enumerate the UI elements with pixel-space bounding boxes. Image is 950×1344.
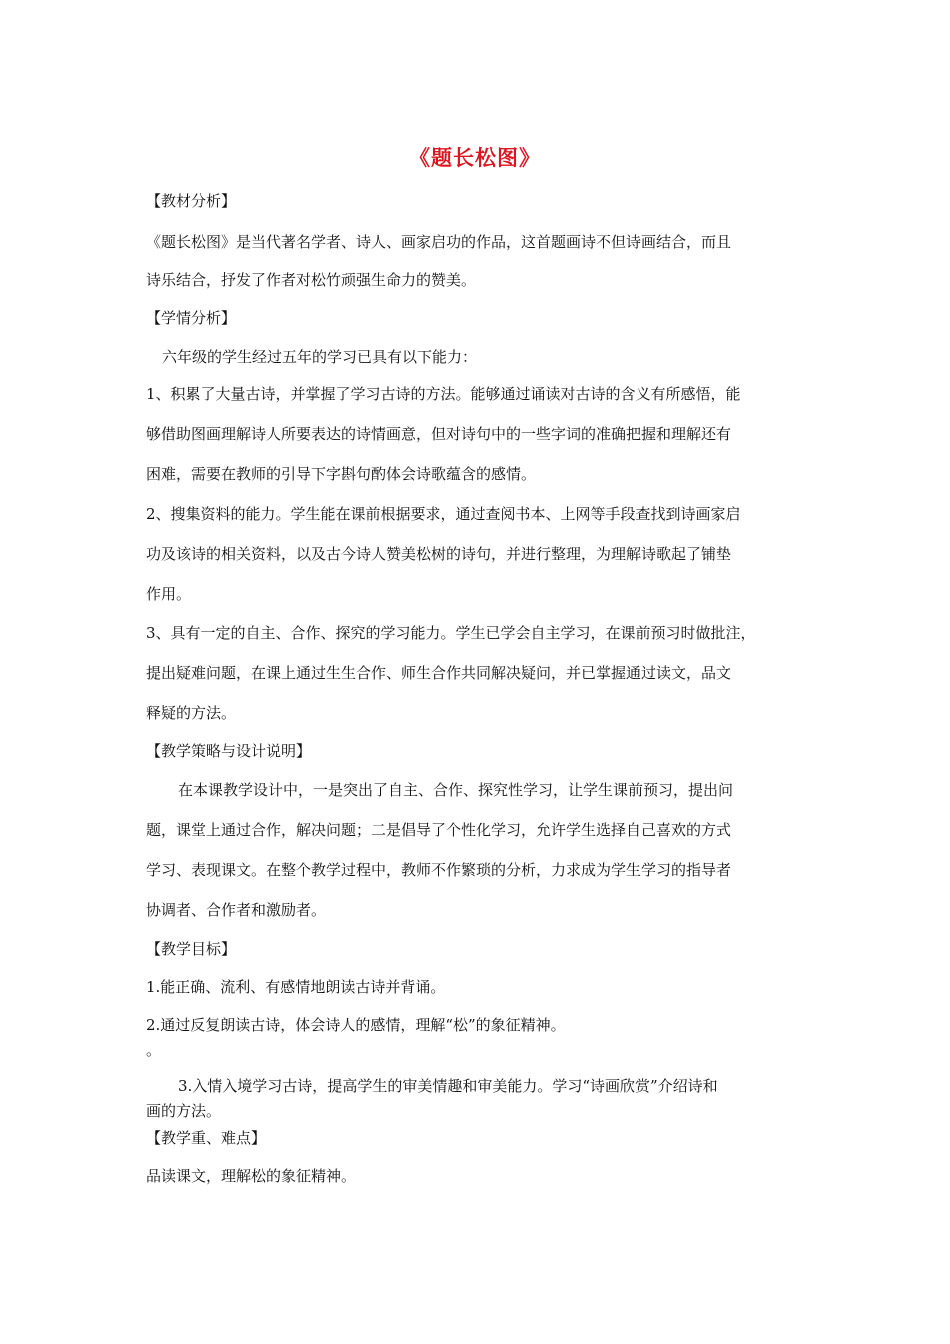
paragraph-line: 困难，需要在教师的引导下字斟句酌体会诗歌蕴含的感情。 <box>146 465 537 483</box>
paragraph-line: 。 <box>146 1041 162 1059</box>
paragraph-line: 功及该诗的相关资料，以及古今诗人赞美松树的诗句，并进行整理，为理解诗歌起了铺垫 <box>146 545 732 563</box>
paragraph-line: 3.入情入境学习古诗，提高学生的审美情趣和审美能力。学习“诗画欣赏”介绍诗和 <box>178 1077 718 1095</box>
paragraph-line: 画的方法。 <box>146 1102 222 1120</box>
paragraph-line: 1.能正确、流利、有感情地朗读古诗并背诵。 <box>146 978 446 996</box>
section-heading-teaching-goals: 【教学目标】 <box>146 940 237 958</box>
section-heading-textbook-analysis: 【教材分析】 <box>146 192 237 210</box>
paragraph-line: 释疑的方法。 <box>146 704 237 722</box>
paragraph-line: 够借助图画理解诗人所要表达的诗情画意，但对诗句中的一些字词的准确把握和理解还有 <box>146 425 732 443</box>
paragraph-line: 3、具有一定的自主、合作、探究的学习能力。学生已学会自主学习，在课前预习时做批注， <box>146 624 756 642</box>
paragraph-line: 《题长松图》是当代著名学者、诗人、画家启功的作品，这首题画诗不但诗画结合，而且 <box>146 233 732 251</box>
paragraph-line: 学习、表现课文。在整个教学过程中，教师不作繁琐的分析，力求成为学生学习的指导者 <box>146 861 732 879</box>
section-heading-key-points: 【教学重、难点】 <box>146 1129 267 1147</box>
paragraph-line: 品读课文，理解松的象征精神。 <box>146 1167 357 1185</box>
document-title: 《题长松图》 <box>409 145 541 170</box>
paragraph-line: 协调者、合作者和激励者。 <box>146 901 327 919</box>
section-heading-student-analysis: 【学情分析】 <box>146 309 237 327</box>
paragraph-line: 题，课堂上通过合作，解决问题；二是倡导了个性化学习，允许学生选择自己喜欢的方式 <box>146 821 732 839</box>
paragraph-line: 在本课教学设计中，一是突出了自主、合作、探究性学习，让学生课前预习，提出问 <box>178 781 734 799</box>
paragraph-line: 提出疑难问题，在课上通过生生合作、师生合作共同解决疑问，并已掌握通过读文，品文 <box>146 664 732 682</box>
section-heading-teaching-strategy: 【教学策略与设计说明】 <box>146 742 312 760</box>
paragraph-line: 1、积累了大量古诗，并掌握了学习古诗的方法。能够通过诵读对古诗的含义有所感悟，能 <box>146 385 741 403</box>
paragraph-line: 作用。 <box>146 585 192 603</box>
paragraph-line: 六年级的学生经过五年的学习已具有以下能力： <box>162 348 478 366</box>
paragraph-line: 诗乐结合，抒发了作者对松竹顽强生命力的赞美。 <box>146 271 477 289</box>
paragraph-line: 2、搜集资料的能力。学生能在课前根据要求，通过查阅书本、上网等手段查找到诗画家启 <box>146 505 741 523</box>
paragraph-line: 2.通过反复朗读古诗，体会诗人的感情，理解“松”的象征精神。 <box>146 1016 566 1034</box>
